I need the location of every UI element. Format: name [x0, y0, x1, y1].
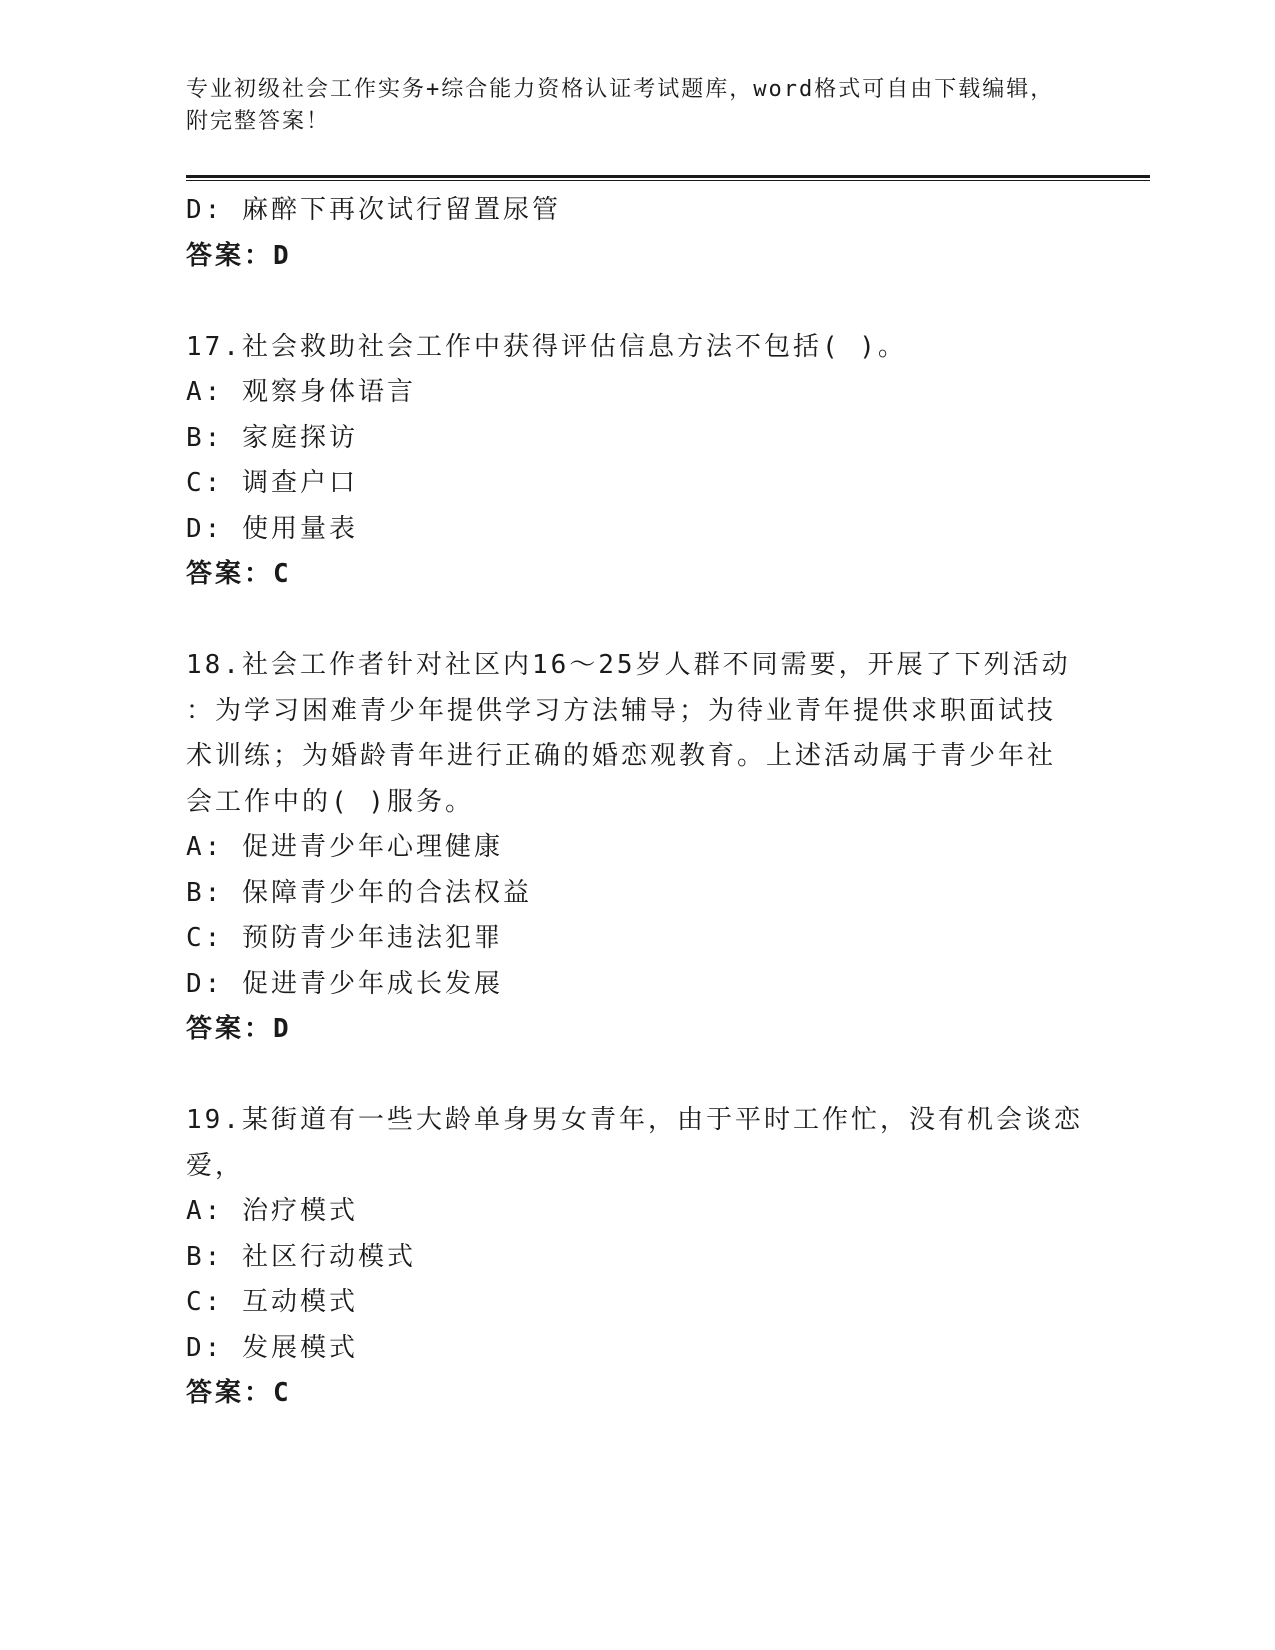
header-rule-thin — [186, 180, 1150, 181]
document-header — [186, 74, 1066, 138]
header-line-2: 附完整答案！ — [186, 109, 331, 134]
option-c: C: 互动模式 — [186, 1287, 358, 1317]
question-text: 17.社会救助社会工作中获得评估信息方法不包括( )。 — [186, 331, 907, 362]
option-a: A: 治疗模式 — [186, 1196, 358, 1226]
question-text-line-2: ：为学习困难青少年提供学习方法辅导；为待业青年提供求职面试技 — [186, 695, 1057, 726]
question-text-line-1: 19.某街道有一些大龄单身男女青年，由于平时工作忙，没有机会谈恋 — [186, 1105, 1083, 1135]
question-text-line-4: 会工作中的( )服务。 — [186, 786, 474, 817]
option-d: D: 促进青少年成长发展 — [186, 968, 503, 999]
header-rule-thick — [186, 175, 1150, 178]
option-b: B: 社区行动模式 — [186, 1241, 416, 1272]
option-b: B: 保障青少年的合法权益 — [186, 877, 532, 908]
option-b: B: 家庭探访 — [186, 422, 358, 453]
option-d: D: 使用量表 — [186, 513, 358, 544]
answer-line: 答案：D — [186, 240, 292, 271]
answer-line: 答案：C — [186, 559, 292, 589]
question-text-line-3: 术训练；为婚龄青年进行正确的婚恋观教育。上述活动属于青少年社 — [186, 741, 1057, 771]
question-17 — [186, 325, 1066, 598]
option-c: C: 调查户口 — [186, 468, 358, 498]
answer-line: 答案：D — [186, 1014, 292, 1044]
option-d: D: 发展模式 — [186, 1332, 358, 1363]
header-line-1: 专业初级社会工作实务+综合能力资格认证考试题库，word格式可自由下载编辑， — [186, 77, 1055, 102]
question-carryover — [186, 188, 1066, 279]
question-19 — [186, 1098, 1083, 1417]
option-d: D: 麻醉下再次试行留置尿管 — [186, 195, 561, 225]
option-a: A: 促进青少年心理健康 — [186, 832, 503, 862]
question-18 — [186, 643, 1071, 1053]
question-text-line-2: 爱， — [186, 1150, 245, 1181]
option-c: C: 预防青少年违法犯罪 — [186, 923, 503, 953]
question-text-line-1: 18.社会工作者针对社区内16～25岁人群不同需要，开展了下列活动 — [186, 650, 1071, 680]
option-a: A: 观察身体语言 — [186, 377, 416, 407]
question-list — [186, 188, 1083, 1417]
answer-line: 答案：C — [186, 1378, 292, 1408]
